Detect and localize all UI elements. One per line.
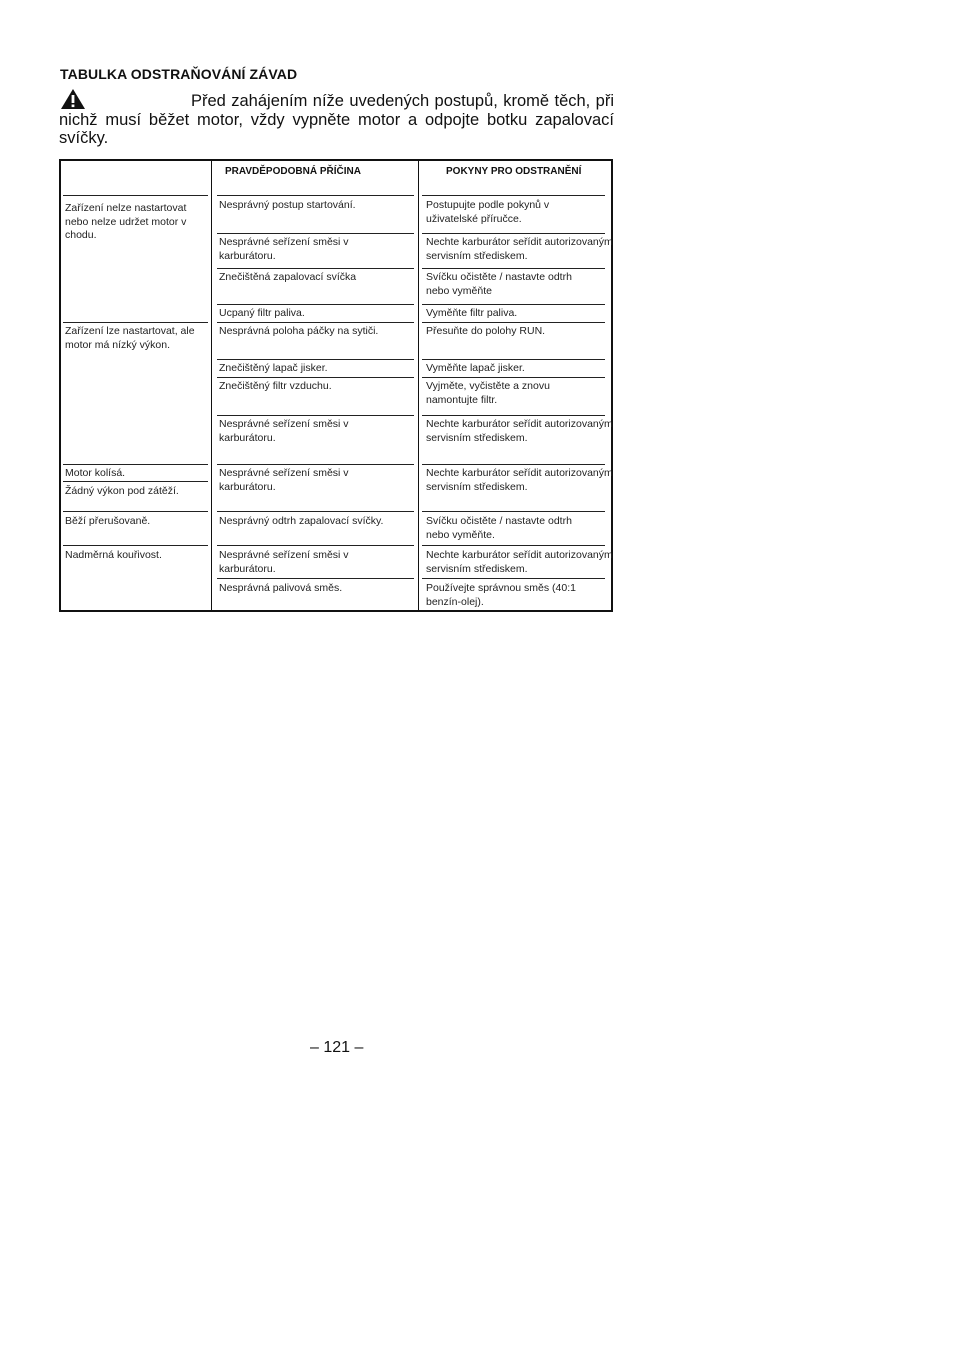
row-divider: [217, 322, 414, 323]
problem-cell: Běží přerušovaně.: [65, 515, 151, 527]
cause-cell: Nesprávný postup startování.: [219, 199, 356, 211]
remedy-cell: Svíčku očistěte / nastavte odtrh nebo vyměňte: [426, 271, 572, 297]
row-divider: [63, 481, 208, 482]
row-divider: [217, 415, 414, 416]
remedy-cell: Nechte karburátor seřídit autorizovaným servisním střediskem.: [426, 418, 613, 444]
column-divider: [418, 161, 419, 610]
row-divider: [422, 268, 605, 269]
row-divider: [217, 359, 414, 360]
problem-cell: Nadměrná kouřivost.: [65, 549, 162, 561]
remedy-cell: Nechte karburátor seřídit autorizovaným servisním střediskem.: [426, 467, 613, 493]
row-divider: [422, 578, 605, 579]
cause-cell: Znečištěný filtr vzduchu.: [219, 380, 332, 392]
row-divider: [422, 322, 605, 323]
page-number: – 121 –: [310, 1039, 364, 1056]
remedy-cell: Postupujte podle pokynů v uživatelské příručce.: [426, 199, 550, 225]
row-divider: [422, 359, 605, 360]
cause-cell: Nesprávná poloha páčky na sytiči.: [219, 325, 379, 337]
row-divider: [422, 464, 605, 465]
remedy-cell: Přesuňte do polohy RUN.: [426, 325, 546, 337]
cause-cell: Nesprávné seřízení směsi v karburátoru.: [219, 236, 349, 262]
row-divider: [422, 545, 605, 546]
row-divider: [422, 195, 605, 196]
safety-notice: Před zahájením níže uvedených postupů, kromě těch, při nichž musí běžet motor, vždy vypněte motor a odpojte botku zapalovací svíčky.: [59, 92, 614, 147]
remedy-cell: Vyměňte filtr paliva.: [426, 307, 518, 319]
troubleshooting-table: [59, 159, 613, 612]
row-divider: [217, 233, 414, 234]
cause-cell: Ucpaný filtr paliva.: [219, 307, 305, 319]
problem-cell: Motor kolísá.: [65, 467, 126, 479]
row-divider: [217, 578, 414, 579]
row-divider: [422, 415, 605, 416]
row-divider: [63, 545, 208, 546]
remedy-cell: Vyjměte, vyčistěte a znovu namontujte filtr.: [426, 380, 550, 406]
row-divider: [63, 464, 208, 465]
problem-cell: Žádný výkon pod zátěží.: [65, 485, 179, 497]
remedy-cell: Nechte karburátor seřídit autorizovaným servisním střediskem.: [426, 236, 613, 262]
row-divider: [217, 195, 414, 196]
page-title: TABULKA ODSTRAŇOVÁNÍ ZÁVAD: [60, 66, 298, 82]
cause-cell: Nesprávné seřízení směsi v karburátoru.: [219, 467, 349, 493]
problem-cell: Zařízení nelze nastartovat nebo nelze udržet motor v chodu.: [65, 202, 187, 241]
row-divider: [63, 511, 208, 512]
cause-cell: Nesprávné seřízení směsi v karburátoru.: [219, 418, 349, 444]
header-remedy: POKYNY PRO ODSTRANĚNÍ: [446, 166, 582, 177]
cause-cell: Znečištěný lapač jisker.: [219, 362, 328, 374]
row-divider: [217, 304, 414, 305]
problem-cell: Zařízení lze nastartovat, ale motor má nízký výkon.: [65, 325, 195, 351]
row-divider: [422, 377, 605, 378]
cause-cell: Znečištěná zapalovací svíčka: [219, 271, 357, 283]
cause-cell: Nesprávná palivová směs.: [219, 582, 343, 594]
row-divider: [422, 511, 605, 512]
row-divider: [63, 322, 208, 323]
row-divider: [63, 195, 208, 196]
remedy-cell: Používejte správnou směs (40:1 benzín-olej).: [426, 582, 576, 608]
header-cause: PRAVDĚPODOBNÁ PŘÍČINA: [225, 166, 361, 177]
cause-cell: Nesprávný odtrh zapalovací svíčky.: [219, 515, 384, 527]
row-divider: [217, 511, 414, 512]
remedy-cell: Svíčku očistěte / nastavte odtrh nebo vyměňte.: [426, 515, 572, 541]
row-divider: [217, 268, 414, 269]
column-divider: [211, 161, 212, 610]
remedy-cell: Nechte karburátor seřídit autorizovaným servisním střediskem.: [426, 549, 613, 575]
row-divider: [422, 304, 605, 305]
row-divider: [217, 545, 414, 546]
row-divider: [217, 464, 414, 465]
row-divider: [422, 233, 605, 234]
row-divider: [217, 377, 414, 378]
remedy-cell: Vyměňte lapač jisker.: [426, 362, 525, 374]
cause-cell: Nesprávné seřízení směsi v karburátoru.: [219, 549, 349, 575]
